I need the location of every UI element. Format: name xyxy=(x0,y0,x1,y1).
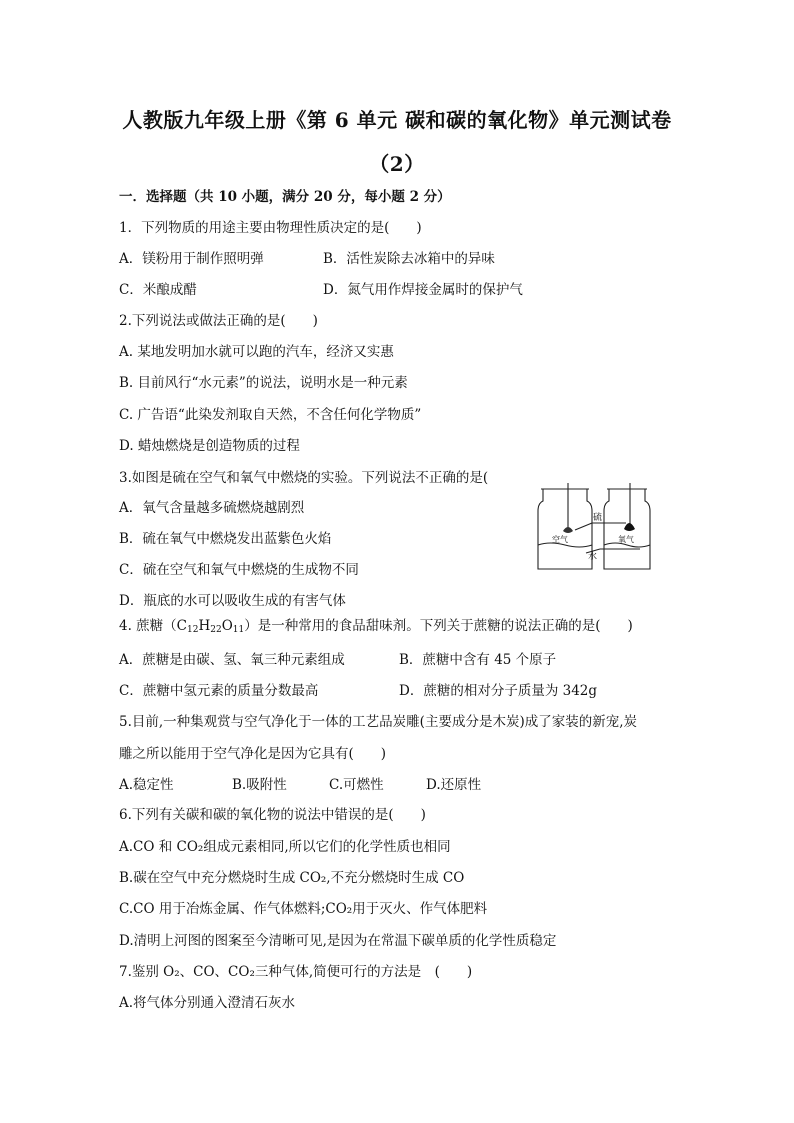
figure-label-air: 空气 xyxy=(552,535,568,544)
question-5-option-b: B.吸附性 xyxy=(232,777,287,793)
sulfur-combustion-figure xyxy=(530,483,680,575)
question-5-stem-line2: 雕之所以能用于空气净化是因为它具有( ) xyxy=(119,746,387,762)
sucrose-formula: $C_{12}H_{22}O_{11}$ xyxy=(176,618,245,635)
page-title: 人教版九年级上册《第 6 单元 碳和碳的氧化物》单元测试卷 xyxy=(122,108,672,132)
figure-label-water: 水 xyxy=(588,552,598,562)
question-3-option-a: A．氧气含量越多硫燃烧越剧烈 xyxy=(119,500,305,516)
question-2-option-a: A. 某地发明加水就可以跑的汽车，经济又实惠 xyxy=(119,344,394,360)
question-2-option-d: D. 蜡烛燃烧是创造物质的过程 xyxy=(119,438,300,454)
section-heading: 一．选择题（共 10 小题，满分 20 分，每小题 2 分） xyxy=(119,189,451,205)
question-4-option-c: C．蔗糖中氢元素的质量分数最高 xyxy=(119,683,319,699)
question-5-option-c: C.可燃性 xyxy=(329,777,384,793)
question-5-stem-line1: 5.目前,一种集观赏与空气净化于一体的工艺品炭雕(主要成分是木炭)成了家装的新宠,炭 xyxy=(119,714,637,730)
flame-icon xyxy=(563,527,573,533)
question-1-option-c: C．米酿成醋 xyxy=(119,282,197,298)
flame-icon xyxy=(624,523,635,531)
question-6-option-d: D.清明上河图的图案至今清晰可见,是因为在常温下碳单质的化学性质稳定 xyxy=(119,933,557,949)
question-4-stem: 4. 蔗糖$(C_{12}H_{22}O_{11})$是一种常用的食品甜味剂。下列关于蔗糖的说法正确的是( ) xyxy=(119,618,633,635)
question-1-option-d: D．氮气用作焊接金属时的保护气 xyxy=(323,282,523,298)
question-5-option-a: A.稳定性 xyxy=(119,777,174,793)
question-2-stem: 2.下列说法或做法正确的是( ) xyxy=(119,313,318,329)
figure-label-sulfur: 硫 xyxy=(593,513,603,523)
figure-label-oxygen: 氧气 xyxy=(618,535,634,544)
question-5-option-d: D.还原性 xyxy=(426,777,482,793)
question-3-option-b: B．硫在氧气中燃烧发出蓝紫色火焰 xyxy=(119,531,332,547)
question-3-option-c: C．硫在空气和氧气中燃烧的生成物不同 xyxy=(119,562,359,578)
question-7-option-a: A.将气体分别通入澄清石灰水 xyxy=(119,995,296,1011)
question-4-option-a: A．蔗糖是由碳、氢、氧三种元素组成 xyxy=(119,652,345,668)
question-6-option-c: C.CO 用于冶炼金属、作气体燃料;CO₂用于灭火、作气体肥料 xyxy=(119,901,488,917)
question-3-option-d: D．瓶底的水可以吸收生成的有害气体 xyxy=(119,593,346,609)
question-6-stem: 6.下列有关碳和碳的氧化物的说法中错误的是( ) xyxy=(119,807,426,823)
question-7-stem: 7.鉴别 O₂、CO、CO₂三种气体,简便可行的方法是 ( ) xyxy=(119,964,473,980)
question-2-option-c: C. 广告语“此染发剂取自天然，不含任何化学物质” xyxy=(119,407,422,423)
question-4-option-b: B．蔗糖中含有 45 个原子 xyxy=(399,652,557,668)
question-6-option-a: A.CO 和 CO₂组成元素相同,所以它们的化学性质也相同 xyxy=(119,839,451,855)
question-3-stem: 3.如图是硫在空气和氧气中燃烧的实验。下列说法不正确的是( xyxy=(119,470,489,486)
question-6-option-b: B.碳在空气中充分燃烧时生成 CO₂,不充分燃烧时生成 CO xyxy=(119,870,465,886)
question-1-option-a: A．镁粉用于制作照明弹 xyxy=(119,251,264,267)
question-2-option-b: B. 目前风行“水元素”的说法，说明水是一种元素 xyxy=(119,375,408,391)
page-title-sub: （2） xyxy=(369,152,425,176)
question-1-stem: 1．下列物质的用途主要由物理性质决定的是( ) xyxy=(119,220,422,236)
question-1-option-b: B．活性炭除去冰箱中的异味 xyxy=(323,251,495,267)
question-4-option-d: D．蔗糖的相对分子质量为 342g xyxy=(399,683,598,699)
